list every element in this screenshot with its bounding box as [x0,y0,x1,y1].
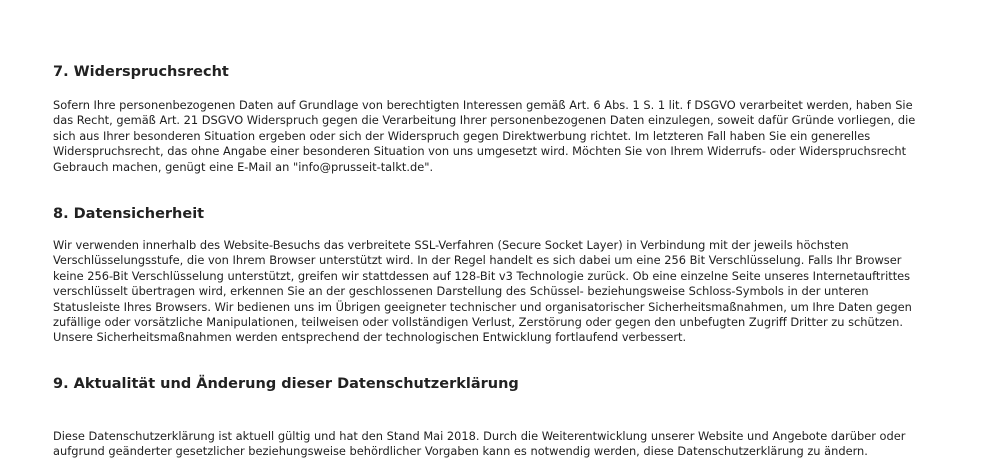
text-line: Statusleiste Ihres Browsers. Wir bedienen uns im Übrigen geeigneter technischer und organisatorischer Sicherheitsmaßnahmen, um Ihre Daten gegen [53,299,912,314]
section-text-widerspruchsrecht [53,98,993,175]
text-line: sich aus Ihrer besonderen Situation ergeben oder sich der Widerspruch gegen Direktwerbung richtet. Im letzteren Fall haben Sie ein generelles [53,128,871,143]
text-line: Diese Datenschutzerklärung ist aktuell gültig und hat den Stand Mai 2018. Durch die Weiterentwicklung unserer Website und Angebote darüber oder [53,429,906,443]
text-line: Sofern Ihre personenbezogenen Daten auf Grundlage von berechtigten Interessen gemäß Art. 6 Abs. 1 S. 1 lit. f DSGVO verarbeitet werden, haben Sie [53,98,913,112]
section-heading-aktualitaet: 9. Aktualität und Änderung dieser Datenschutzerklärung [53,376,519,392]
text-line: Wir verwenden innerhalb des Website-Besuchs das verbreitete SSL-Verfahren (Secure Socket Layer) in Verbindung mit der jeweils höchsten [53,238,849,252]
text-line: Verschlüsselungsstufe, die von Ihrem Browser unterstützt wird. In der Regel handelt es sich dabei um eine 256 Bit Verschlüsselung. Falls Ihr Browser [53,253,902,268]
text-line: keine 256-Bit Verschlüsselung unterstützt, greifen wir stattdessen auf 128-Bit v3 Technologie zurück. Ob eine einzelne Seite unseres Internetauftrittes [53,268,911,283]
section-text-aktualitaet [53,429,993,459]
text-line: das Recht, gemäß Art. 21 DSGVO Widerspruch gegen die Verarbeitung Ihrer personenbezogenen Daten einzulegen, soweit dafür Gründe vorliegen, die [53,113,916,128]
section-heading-datensicherheit: 8. Datensicherheit [53,206,205,222]
text-line: Gebrauch machen, genügt eine E-Mail an "info@prusseit-talkt.de". [53,159,434,174]
text-line: verschlüsselt übertragen wird, erkennen Sie an der geschlossenen Darstellung des Schüssel- beziehungsweise Schloss-Symbols in der unteren [53,284,869,299]
text-line: Widerspruchsrecht, das ohne Angabe einer besonderen Situation von uns umgesetzt wird. Möchten Sie von Ihrem Widerrufs- oder Widerspruchsrecht [53,144,907,159]
section-heading-widerspruchsrecht: 7. Widerspruchsrecht [53,64,229,80]
text-line: zufällige oder vorsätzliche Manipulationen, teilweisen oder vollständigen Verlust, Zerstörung oder gegen den unbefugten Zugriff Dritter zu schützen. [53,315,904,330]
text-line: aufgrund geänderter gesetzlicher beziehungsweise behördlicher Vorgaben kann es notwendig werden, diese Datenschutzerklärung zu ändern. [53,444,868,459]
text-line: Unsere Sicherheitsmaßnahmen werden entsprechend der technologischen Entwicklung fortlaufend verbessert. [53,330,687,345]
section-text-datensicherheit [53,238,993,346]
